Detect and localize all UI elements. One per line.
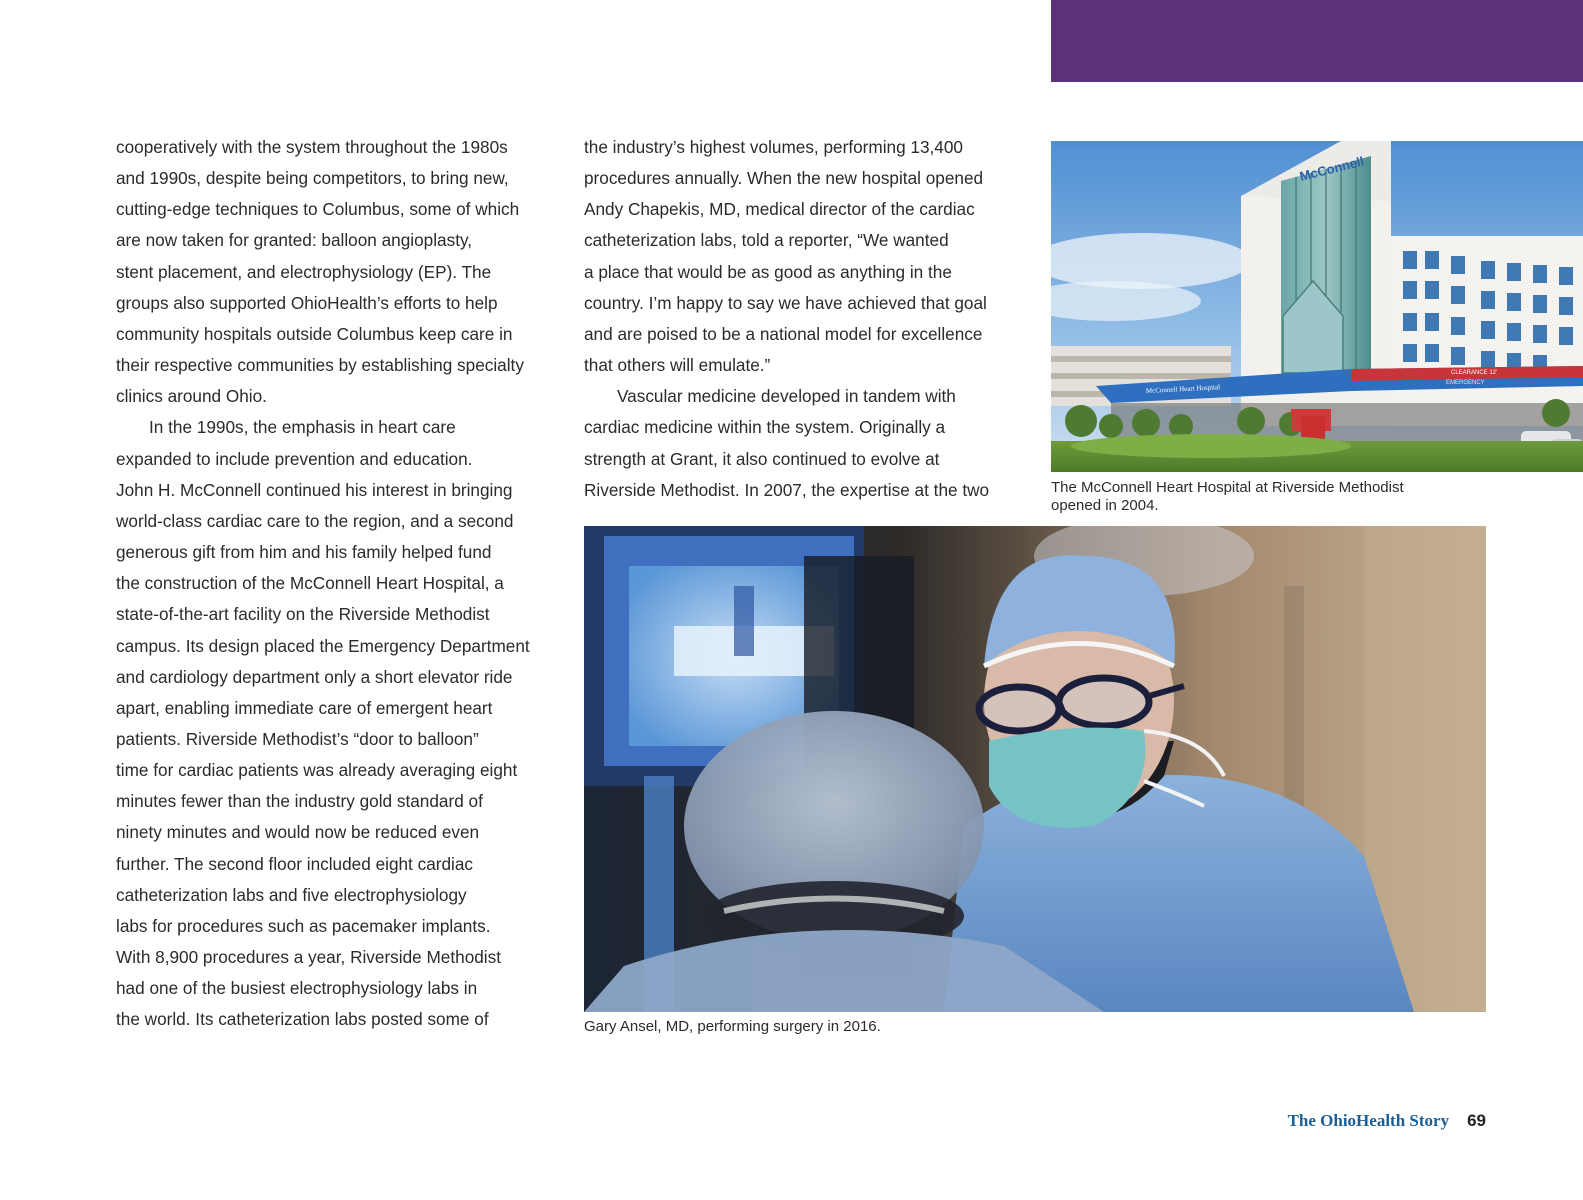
text-line: world-class cardiac care to the region, and a second <box>116 510 514 531</box>
building-sign: McConnell <box>1298 153 1366 184</box>
text-line: campus. Its design placed the Emergency Department <box>116 635 530 656</box>
text-line: cooperatively with the system throughout the 1980s <box>116 137 508 157</box>
text-line: stent placement, and electrophysiology (EP). The <box>116 261 492 282</box>
text-line: cardiac medicine within the system. Originally a <box>584 417 946 438</box>
page-footer <box>1288 1108 1486 1134</box>
text-line: procedures annually. When the new hospital opened <box>584 168 984 189</box>
hospital-caption <box>1051 479 1551 515</box>
text-line: catheterization labs, told a reporter, “We wanted <box>584 230 949 251</box>
text-line: In the 1990s, the emphasis in heart care <box>149 417 456 438</box>
text-line: Riverside Methodist. In 2007, the expertise at the two <box>584 479 990 500</box>
text-line: ninety minutes and would now be reduced even <box>116 822 480 843</box>
text-line: had one of the busiest electrophysiology labs in <box>116 978 478 999</box>
text-line: expanded to include prevention and education. <box>116 448 473 469</box>
text-line: apart, enabling immediate care of emergent heart <box>116 697 493 718</box>
text-line: a place that would be as good as anything in the <box>584 261 952 282</box>
surgery-photo <box>584 526 1486 1012</box>
text-line: patients. Riverside Methodist’s “door to balloon” <box>116 728 479 749</box>
text-line: further. The second floor included eight cardiac <box>116 853 474 874</box>
header-color-bar <box>1051 0 1583 82</box>
text-line: the world. Its catheterization labs posted some of <box>116 1009 489 1030</box>
text-line: state-of-the-art facility on the Riverside Methodist <box>116 604 490 625</box>
text-line: time for cardiac patients was already averaging eight <box>116 760 518 781</box>
text-line: community hospitals outside Columbus keep care in <box>116 323 513 344</box>
emergency-sign: EMERGENCY <box>1446 380 1485 386</box>
text-line: cutting-edge techniques to Columbus, some of which <box>116 199 520 220</box>
text-line: catheterization labs and five electrophysiology <box>116 884 467 905</box>
caption-line: Gary Ansel, MD, performing surgery in 2016. <box>584 1018 881 1035</box>
text-line: Andy Chapekis, MD, medical director of the cardiac <box>584 199 975 220</box>
text-line: generous gift from him and his family helped fund <box>116 542 492 563</box>
canopy-sign: McConnell Heart Hospital <box>1145 383 1221 395</box>
text-line: Vascular medicine developed in tandem with <box>617 386 956 407</box>
text-line: strength at Grant, it also continued to evolve at <box>584 448 940 469</box>
text-line: With 8,900 procedures a year, Riverside Methodist <box>116 947 501 968</box>
caption-line: The McConnell Heart Hospital at Riverside Methodist <box>1051 479 1404 496</box>
left-text-column <box>116 132 556 1036</box>
text-line: labs for procedures such as pacemaker implants. <box>116 915 491 936</box>
hospital-illustration <box>1051 141 1583 472</box>
book-title: The OhioHealth Story <box>1287 1111 1450 1130</box>
hospital-photo <box>1051 141 1583 472</box>
text-line: minutes fewer than the industry gold standard of <box>116 791 483 812</box>
text-line: and 1990s, despite being competitors, to bring new, <box>116 168 509 189</box>
text-line: groups also supported OhioHealth’s efforts to help <box>116 292 498 313</box>
text-line: and are poised to be a national model for excellence <box>584 323 983 344</box>
middle-text-column <box>584 132 1024 506</box>
text-line: and cardiology department only a short elevator ride <box>116 666 513 687</box>
text-line: country. I’m happy to say we have achieved that goal <box>584 292 987 313</box>
text-line: the industry’s highest volumes, performing 13,400 <box>584 137 963 157</box>
page-number: 69 <box>1467 1111 1486 1130</box>
surgery-caption <box>584 1018 1184 1036</box>
text-line: that others will emulate.” <box>584 355 771 376</box>
caption-line: opened in 2004. <box>1051 497 1159 514</box>
text-line: are now taken for granted: balloon angioplasty, <box>116 230 473 251</box>
text-line: clinics around Ohio. <box>116 386 267 407</box>
text-line: their respective communities by establishing specialty <box>116 355 524 376</box>
surgery-illustration <box>584 526 1486 1012</box>
clearance-sign: CLEARANCE 12' <box>1451 370 1498 376</box>
text-line: John H. McConnell continued his interest in bringing <box>116 479 513 500</box>
text-line: the construction of the McConnell Heart Hospital, a <box>116 573 504 594</box>
